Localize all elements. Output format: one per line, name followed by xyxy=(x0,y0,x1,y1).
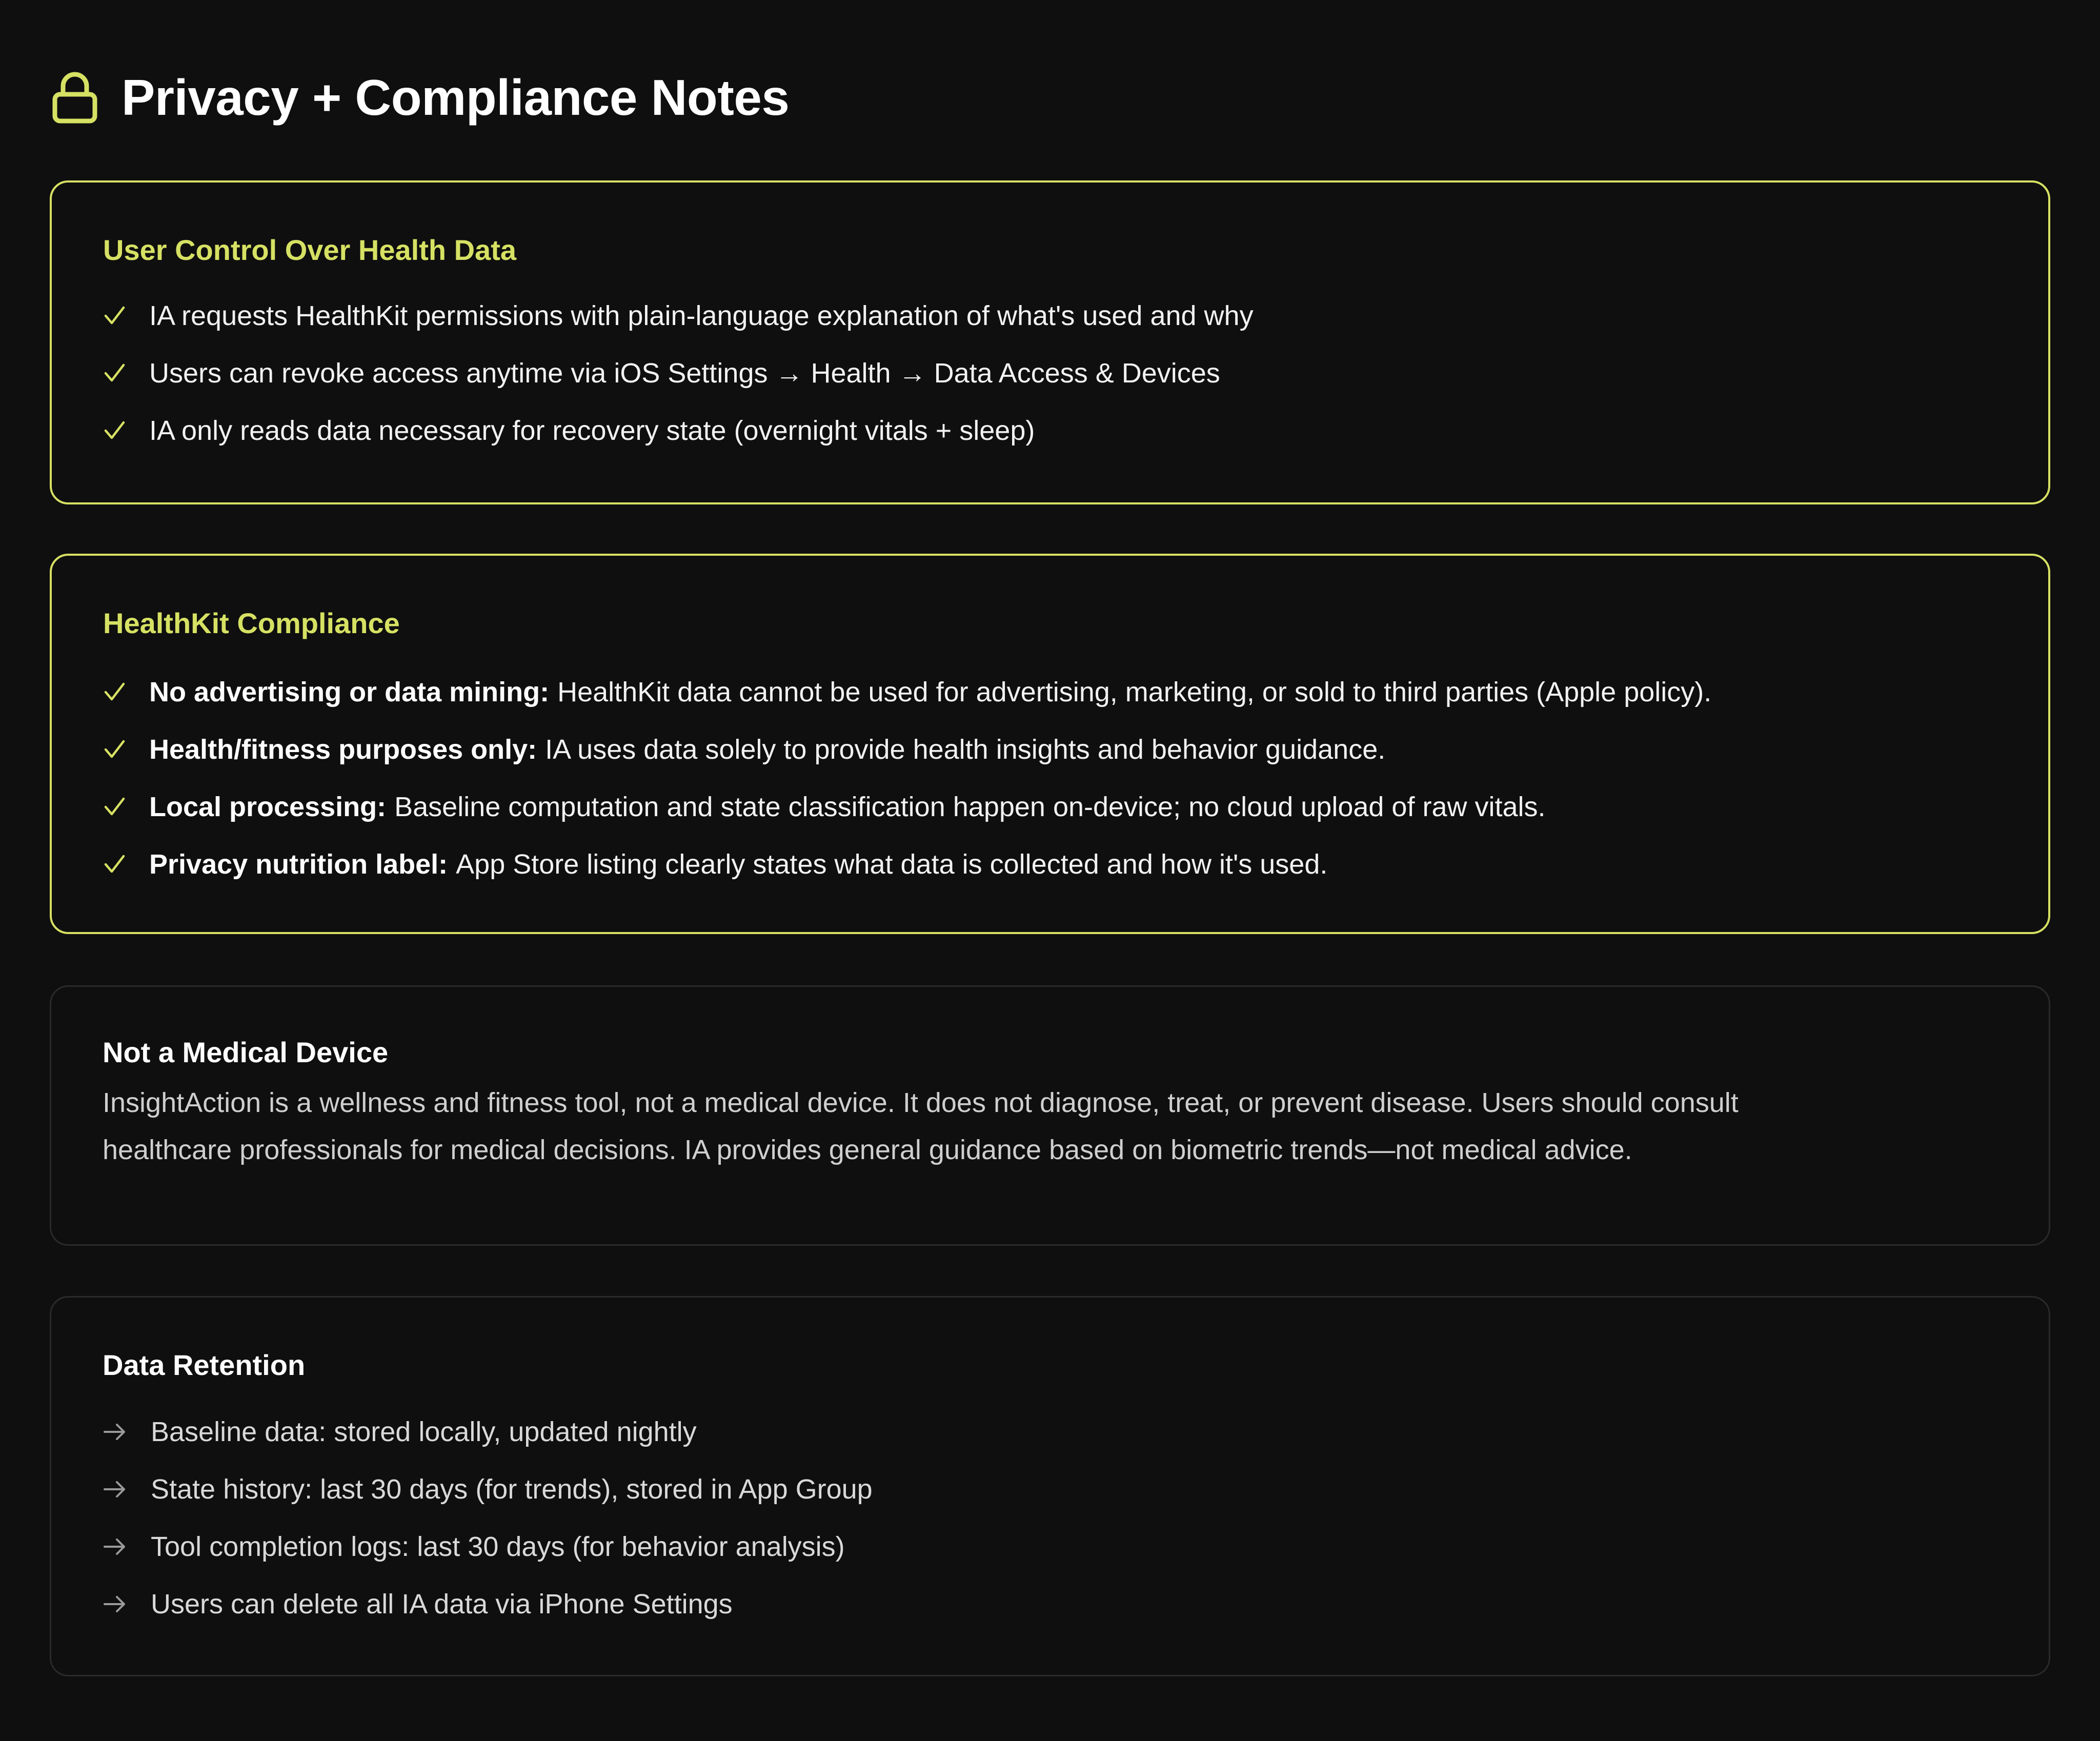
healthkit-compliance-list xyxy=(103,663,2017,893)
list-item xyxy=(103,287,2017,345)
user-control-list xyxy=(103,287,2017,459)
arrow-right-icon xyxy=(103,1536,127,1557)
arrow-right-icon xyxy=(103,1479,127,1500)
list-item-text: Tool completion logs: last 30 days (for behavior analysis) xyxy=(151,1531,845,1562)
check-icon xyxy=(103,362,126,384)
check-icon xyxy=(103,853,126,876)
list-item xyxy=(103,721,2017,778)
arrow-right-icon xyxy=(103,1422,127,1442)
list-item-text: Users can delete all IA data via iPhone Settings xyxy=(151,1589,733,1619)
list-item xyxy=(103,663,2017,721)
list-item xyxy=(103,1575,2018,1633)
data-retention-title: Data Retention xyxy=(103,1349,306,1381)
list-item-text: IA requests HealthKit permissions with plain-language explanation of what's used and why xyxy=(149,300,1254,331)
data-retention-list xyxy=(103,1403,2018,1633)
lock-icon xyxy=(52,71,98,124)
data-retention-card xyxy=(50,1296,2050,1676)
medical-device-title: Not a Medical Device xyxy=(103,1036,389,1068)
list-item-body: HealthKit data cannot be used for advertising, marketing, or sold to third parties (Apple policy). xyxy=(557,677,1712,707)
list-item-text: IA only reads data necessary for recovery state (overnight vitals + sleep) xyxy=(149,415,1035,446)
healthkit-compliance-card xyxy=(50,554,2050,934)
healthkit-compliance-title: HealthKit Compliance xyxy=(103,607,400,639)
list-item-label: No advertising or data mining: xyxy=(149,677,550,707)
list-item-text xyxy=(149,848,1327,880)
list-item xyxy=(103,345,2017,402)
list-item xyxy=(103,778,2017,836)
list-item-text: Baseline data: stored locally, updated nightly xyxy=(151,1416,697,1447)
list-item-text xyxy=(149,676,1711,708)
list-item xyxy=(103,1461,2018,1518)
medical-device-description xyxy=(103,1079,1967,1173)
description-line: healthcare professionals for medical decisions. IA provides general guidance based on biometric trends—not medical advice. xyxy=(103,1135,1632,1165)
arrow-right-icon xyxy=(103,1594,127,1614)
check-icon xyxy=(103,681,126,703)
medical-device-card xyxy=(50,985,2050,1246)
list-item-text: Users can revoke access anytime via iOS Settings → Health → Data Access & Devices xyxy=(149,358,1220,389)
list-item xyxy=(103,1403,2018,1461)
list-item xyxy=(103,1518,2018,1575)
list-item xyxy=(103,402,2017,459)
list-item-label: Health/fitness purposes only: xyxy=(149,734,537,765)
list-item-label: Privacy nutrition label: xyxy=(149,849,448,880)
list-item-label: Local processing: xyxy=(149,792,387,822)
list-item-body: App Store listing clearly states what data is collected and how it's used. xyxy=(456,849,1328,880)
page-title: Privacy + Compliance Notes xyxy=(122,69,790,126)
list-item-text: State history: last 30 days (for trends), stored in App Group xyxy=(151,1474,873,1505)
list-item-text xyxy=(149,791,1546,823)
list-item-text xyxy=(149,734,1385,765)
list-item-body: Baseline computation and state classification happen on-device; no cloud upload of raw vitals. xyxy=(394,792,1546,822)
description-line: InsightAction is a wellness and fitness tool, not a medical device. It does not diagnose, treat, or prevent disease. Users should consult xyxy=(103,1087,1739,1118)
list-item-body: IA uses data solely to provide health insights and behavior guidance. xyxy=(545,734,1386,765)
user-control-title: User Control Over Health Data xyxy=(103,234,516,266)
page-header xyxy=(52,67,789,128)
list-item xyxy=(103,836,2017,893)
check-icon xyxy=(103,419,126,442)
check-icon xyxy=(103,796,126,818)
check-icon xyxy=(103,738,126,761)
check-icon xyxy=(103,305,126,327)
user-control-card xyxy=(50,180,2050,504)
